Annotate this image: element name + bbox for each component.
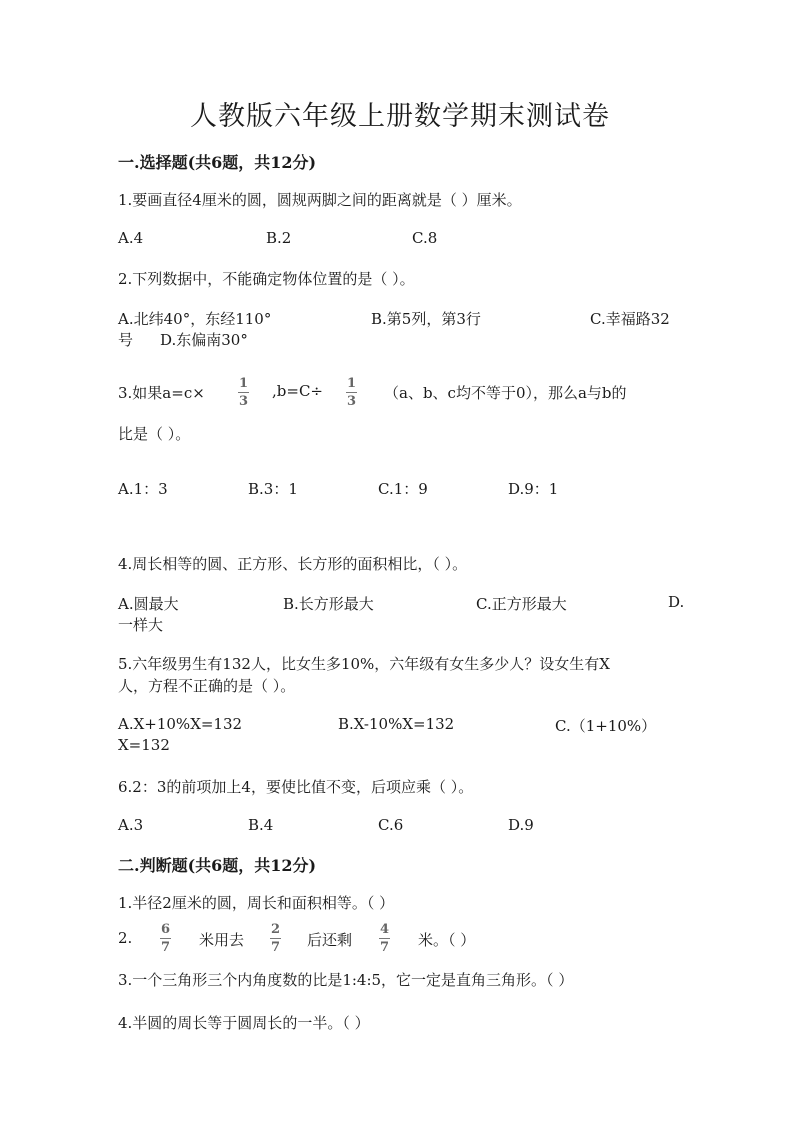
judge-2-end: 米。（ ） [418,931,476,949]
question-3-text-d: 比是（ ）。 [118,425,191,443]
page-title: 人教版六年级上册数学期末测试卷 [190,101,610,132]
q1-option-c: C.8 [412,229,438,247]
j2-fraction-3-denominator: 7 [379,940,390,955]
q2-option-a: A.北纬40°，东经110° [118,310,272,328]
judge-1-text: 1.半径2厘米的圆，周长和面积相等。（ ） [118,894,395,912]
section-heading-choice: 一.选择题(共6题，共12分) [118,153,317,172]
j2-fraction-2-numerator: 2 [270,922,281,937]
question-6-text: 6.2：3的前项加上4，要使比值不变，后项应乘（ ）。 [118,778,474,796]
q3-option-b: B.3：1 [248,480,298,498]
q3-fraction-1-denominator: 3 [238,394,249,409]
j2-fraction-1 [160,922,171,955]
question-1-text: 1.要画直径4厘米的圆，圆规两脚之间的距离就是（ ）厘米。 [118,191,522,209]
judge-4-text: 4.半圆的周长等于圆周长的一半。（ ） [118,1014,370,1032]
q6-option-b: B.4 [248,816,274,834]
question-4-text: 4.周长相等的圆、正方形、长方形的面积相比，（ ）。 [118,555,468,573]
j2-fraction-1-numerator: 6 [160,922,171,937]
j2-fraction-2 [270,922,281,955]
q3-option-c: C.1：9 [378,480,428,498]
question-2-text: 2.下列数据中，不能确定物体位置的是（ ）。 [118,270,415,288]
question-3-text-a: 3.如果a=c× [118,384,205,402]
fraction-bar [379,938,390,939]
fraction-bar [238,392,249,393]
q1-option-a: A.4 [118,229,144,247]
j2-fraction-2-denominator: 7 [270,940,281,955]
judge-2-label: 2. [118,929,133,947]
judge-2-mid-2: 后还剩 [307,931,353,949]
q2-option-c-wrap: 号 [118,331,134,349]
q4-option-b: B.长方形最大 [283,595,374,613]
judge-3-text: 3.一个三角形三个内角度数的比是1:4:5，它一定是直角三角形。（ ） [118,971,574,989]
q3-fraction-2-denominator: 3 [346,394,357,409]
question-3-text-b: ,b=C÷ [272,382,323,400]
q3-option-a: A.1：3 [118,480,168,498]
q6-option-c: C.6 [378,816,404,834]
j2-fraction-1-denominator: 7 [160,940,171,955]
q5-option-c: C.（1+10%） [555,717,657,735]
q5-option-b: B.X-10%X=132 [338,715,455,733]
question-5-line-1: 5.六年级男生有132人，比女生多10%，六年级有女生多少人？设女生有X [118,655,610,673]
fraction-bar [160,938,171,939]
q5-option-a: A.X+10%X=132 [118,715,243,733]
q5-option-c-wrap: X=132 [118,736,170,754]
q3-fraction-1 [238,376,249,409]
j2-fraction-3 [379,922,390,955]
q3-fraction-2-numerator: 1 [346,376,357,391]
question-3-text-c: （a、b、c均不等于0），那么a与b的 [384,384,627,402]
q2-option-d: D.东偏南30° [160,331,248,349]
q4-option-a: A.圆最大 [118,595,179,613]
q2-option-c: C.幸福路32 [590,310,670,328]
j2-fraction-3-numerator: 4 [379,922,390,937]
q3-fraction-2 [346,376,357,409]
judge-2-mid-1: 米用去 [199,931,245,949]
q3-fraction-1-numerator: 1 [238,376,249,391]
fraction-bar [346,392,357,393]
q3-option-d: D.9：1 [508,480,559,498]
q1-option-b: B.2 [266,229,292,247]
q4-option-d: D. [668,593,685,611]
q6-option-d: D.9 [508,816,534,834]
question-5-line-2: 人，方程不正确的是（ ）。 [118,677,296,695]
section-heading-judge: 二.判断题(共6题，共12分) [118,856,317,875]
q4-option-c: C.正方形最大 [476,595,567,613]
q2-option-b: B.第5列，第3行 [371,310,481,328]
q6-option-a: A.3 [118,816,144,834]
fraction-bar [270,938,281,939]
q4-option-d-wrap: 一样大 [118,616,164,634]
